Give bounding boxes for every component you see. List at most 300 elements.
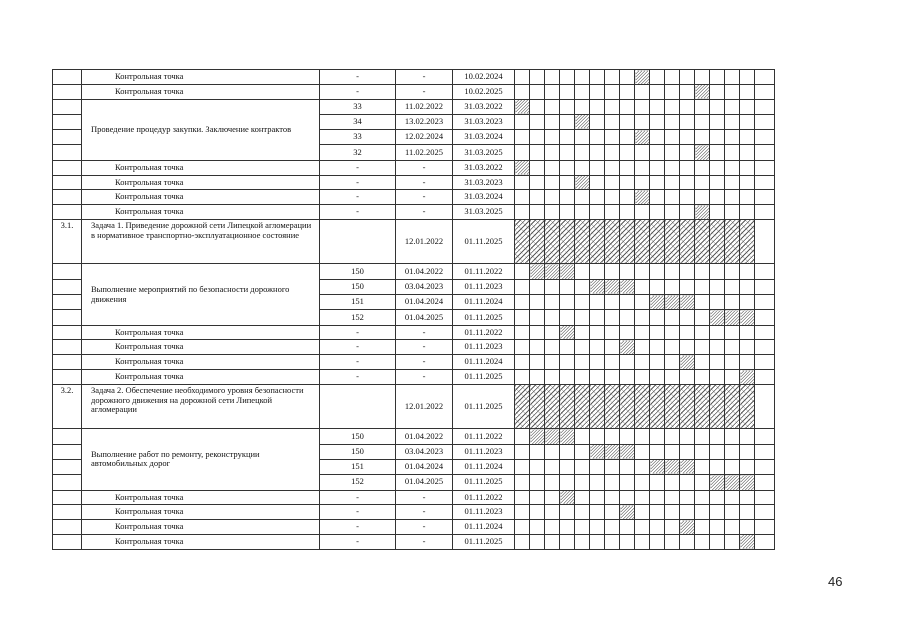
- gantt-cell-end: [755, 429, 775, 444]
- gantt-cell: [740, 114, 755, 129]
- gantt-cell: [590, 84, 605, 99]
- gantt-cell: [725, 84, 740, 99]
- gantt-cell-end: [755, 84, 775, 99]
- gantt-cell: [635, 295, 650, 310]
- gantt-cell: [665, 160, 680, 175]
- gantt-cell: [635, 160, 650, 175]
- gantt-cell: [545, 520, 560, 535]
- checkpoint-row: [53, 84, 775, 99]
- gantt-cell: [740, 459, 755, 474]
- gantt-cell: [725, 114, 740, 129]
- gantt-cell-end: [755, 114, 775, 129]
- gantt-cell: [545, 279, 560, 294]
- start-date-cell: 01.04.2025: [396, 475, 453, 490]
- gantt-cell-end: [755, 264, 775, 279]
- gantt-cell: [620, 459, 635, 474]
- gantt-cell: [575, 325, 590, 340]
- gantt-cell: [605, 310, 620, 325]
- row-number-cell: [53, 190, 82, 205]
- gantt-cell: [560, 295, 575, 310]
- gantt-cell: [635, 325, 650, 340]
- gantt-cell: [725, 160, 740, 175]
- gantt-cell-filled: [710, 219, 725, 264]
- gantt-cell: [620, 325, 635, 340]
- gantt-cell: [515, 459, 530, 474]
- task-row: [53, 384, 775, 429]
- gantt-cell: [650, 534, 665, 549]
- gantt-cell: [515, 130, 530, 145]
- gantt-cell: [650, 310, 665, 325]
- gantt-cell: [575, 70, 590, 85]
- gantt-cell: [530, 355, 545, 370]
- gantt-cell: [665, 355, 680, 370]
- gantt-cell: [590, 534, 605, 549]
- gantt-cell-end: [755, 70, 775, 85]
- gantt-cell-filled: [665, 384, 680, 429]
- gantt-cell: [725, 490, 740, 505]
- gantt-cell: [695, 490, 710, 505]
- gantt-cell: [590, 370, 605, 385]
- gantt-cell: [560, 310, 575, 325]
- row-number-cell: 3.1.: [53, 219, 82, 264]
- start-date-cell: -: [396, 490, 453, 505]
- gantt-cell: [695, 534, 710, 549]
- end-date-cell: 31.03.2025: [453, 145, 515, 160]
- gantt-cell: [665, 505, 680, 520]
- gantt-cell: [605, 160, 620, 175]
- checkpoint-row: [53, 325, 775, 340]
- gantt-cell: [665, 340, 680, 355]
- gantt-cell: [545, 444, 560, 459]
- gantt-cell: [515, 70, 530, 85]
- gantt-cell-end: [755, 505, 775, 520]
- gantt-cell: [560, 520, 575, 535]
- gantt-cell: [545, 130, 560, 145]
- gantt-cell: [680, 340, 695, 355]
- gantt-cell-filled: [680, 384, 695, 429]
- gantt-cell: [665, 534, 680, 549]
- volume-cell: -: [320, 205, 396, 220]
- gantt-cell: [515, 325, 530, 340]
- gantt-cell: [680, 444, 695, 459]
- volume-cell: 150: [320, 429, 396, 444]
- gantt-cell-filled: [740, 384, 755, 429]
- gantt-cell: [575, 145, 590, 160]
- gantt-cell: [665, 279, 680, 294]
- gantt-cell: [590, 70, 605, 85]
- gantt-cell: [725, 190, 740, 205]
- start-date-cell: 01.04.2022: [396, 429, 453, 444]
- row-number-cell: [53, 84, 82, 99]
- end-date-cell: 01.11.2022: [453, 264, 515, 279]
- start-date-cell: 12.02.2024: [396, 130, 453, 145]
- gantt-cell: [695, 279, 710, 294]
- volume-cell: -: [320, 160, 396, 175]
- gantt-cell: [665, 145, 680, 160]
- gantt-cell: [740, 325, 755, 340]
- gantt-cell: [710, 70, 725, 85]
- gantt-cell-filled: [650, 459, 665, 474]
- gantt-cell-filled: [695, 84, 710, 99]
- start-date-cell: -: [396, 160, 453, 175]
- gantt-cell-filled: [725, 475, 740, 490]
- gantt-cell: [710, 205, 725, 220]
- start-date-cell: -: [396, 325, 453, 340]
- gantt-cell: [560, 99, 575, 114]
- gantt-cell: [575, 130, 590, 145]
- gantt-cell-end: [755, 295, 775, 310]
- gantt-cell: [530, 325, 545, 340]
- gantt-cell-end: [755, 160, 775, 175]
- gantt-cell: [725, 99, 740, 114]
- gantt-cell: [590, 205, 605, 220]
- gantt-cell: [710, 190, 725, 205]
- gantt-cell: [575, 490, 590, 505]
- start-date-cell: -: [396, 520, 453, 535]
- gantt-cell: [695, 310, 710, 325]
- gantt-cell: [725, 295, 740, 310]
- gantt-cell: [725, 70, 740, 85]
- gantt-cell: [740, 264, 755, 279]
- volume-cell: -: [320, 534, 396, 549]
- gantt-cell: [740, 130, 755, 145]
- start-date-cell: 01.04.2022: [396, 264, 453, 279]
- start-date-cell: -: [396, 340, 453, 355]
- gantt-cell: [710, 444, 725, 459]
- start-date-cell: -: [396, 190, 453, 205]
- gantt-cell: [575, 475, 590, 490]
- volume-cell: [320, 219, 396, 264]
- row-number-cell: [53, 490, 82, 505]
- gantt-cell-end: [755, 444, 775, 459]
- gantt-cell: [695, 160, 710, 175]
- gantt-cell: [740, 340, 755, 355]
- task-name-cell: Контрольная точка: [82, 190, 320, 205]
- gantt-cell: [605, 340, 620, 355]
- gantt-cell: [680, 490, 695, 505]
- row-number-cell: [53, 130, 82, 145]
- gantt-cell: [590, 520, 605, 535]
- gantt-cell-filled: [545, 429, 560, 444]
- row-number-cell: [53, 459, 82, 474]
- gantt-cell: [620, 370, 635, 385]
- gantt-cell: [530, 279, 545, 294]
- gantt-cell: [725, 355, 740, 370]
- gantt-cell: [545, 490, 560, 505]
- gantt-cell: [725, 175, 740, 190]
- gantt-cell: [680, 279, 695, 294]
- end-date-cell: 31.03.2023: [453, 175, 515, 190]
- gantt-cell: [620, 70, 635, 85]
- gantt-cell: [635, 534, 650, 549]
- gantt-cell: [695, 459, 710, 474]
- gantt-cell: [560, 505, 575, 520]
- start-date-cell: 03.04.2023: [396, 279, 453, 294]
- gantt-cell: [620, 429, 635, 444]
- gantt-cell: [515, 340, 530, 355]
- volume-cell: 150: [320, 264, 396, 279]
- gantt-cell: [575, 444, 590, 459]
- gantt-cell-filled: [695, 145, 710, 160]
- gantt-cell: [695, 355, 710, 370]
- gantt-cell-filled: [515, 160, 530, 175]
- gantt-cell: [680, 145, 695, 160]
- end-date-cell: 01.11.2022: [453, 490, 515, 505]
- gantt-cell-end: [755, 384, 775, 429]
- task-name-cell: Контрольная точка: [82, 355, 320, 370]
- gantt-cell: [605, 370, 620, 385]
- gantt-cell: [665, 264, 680, 279]
- volume-cell: 33: [320, 99, 396, 114]
- task-name-cell: Проведение процедур закупки. Заключение контрактов: [82, 99, 320, 160]
- end-date-cell: 10.02.2025: [453, 84, 515, 99]
- volume-cell: [320, 384, 396, 429]
- gantt-cell: [635, 340, 650, 355]
- gantt-cell: [530, 490, 545, 505]
- gantt-cell: [650, 114, 665, 129]
- volume-cell: 152: [320, 310, 396, 325]
- row-number-cell: [53, 175, 82, 190]
- end-date-cell: 01.11.2025: [453, 370, 515, 385]
- gantt-cell: [695, 325, 710, 340]
- gantt-cell: [665, 475, 680, 490]
- gantt-cell: [650, 175, 665, 190]
- gantt-cell: [515, 145, 530, 160]
- gantt-cell: [575, 190, 590, 205]
- gantt-cell: [665, 114, 680, 129]
- gantt-cell-filled: [740, 370, 755, 385]
- gantt-cell-filled: [620, 444, 635, 459]
- gantt-cell: [545, 114, 560, 129]
- volume-cell: 152: [320, 475, 396, 490]
- gantt-cell: [560, 340, 575, 355]
- gantt-cell: [560, 459, 575, 474]
- gantt-cell: [530, 310, 545, 325]
- gantt-cell: [665, 490, 680, 505]
- gantt-cell: [530, 130, 545, 145]
- gantt-cell: [635, 310, 650, 325]
- gantt-cell-end: [755, 340, 775, 355]
- gantt-cell: [710, 355, 725, 370]
- gantt-cell: [725, 279, 740, 294]
- row-number-cell: [53, 70, 82, 85]
- task-name-cell: Контрольная точка: [82, 175, 320, 190]
- gantt-cell: [530, 114, 545, 129]
- gantt-cell: [590, 175, 605, 190]
- end-date-cell: 31.03.2023: [453, 114, 515, 129]
- gantt-cell: [530, 444, 545, 459]
- gantt-cell: [515, 444, 530, 459]
- gantt-cell: [590, 355, 605, 370]
- checkpoint-row: [53, 520, 775, 535]
- gantt-cell: [530, 295, 545, 310]
- gantt-cell: [530, 175, 545, 190]
- gantt-cell-filled: [680, 355, 695, 370]
- gantt-cell: [680, 310, 695, 325]
- gantt-cell: [515, 175, 530, 190]
- end-date-cell: 01.11.2024: [453, 520, 515, 535]
- gantt-cell: [515, 279, 530, 294]
- gantt-cell: [530, 160, 545, 175]
- gantt-cell: [605, 190, 620, 205]
- gantt-cell: [515, 520, 530, 535]
- gantt-cell-filled: [620, 340, 635, 355]
- gantt-cell: [695, 444, 710, 459]
- gantt-cell: [650, 160, 665, 175]
- gantt-cell: [515, 295, 530, 310]
- row-number-cell: [53, 340, 82, 355]
- checkpoint-row: [53, 340, 775, 355]
- gantt-cell: [560, 444, 575, 459]
- gantt-cell: [620, 295, 635, 310]
- gantt-cell: [515, 114, 530, 129]
- subtask-row: [53, 264, 775, 279]
- gantt-cell: [560, 175, 575, 190]
- gantt-cell: [695, 130, 710, 145]
- row-number-cell: [53, 205, 82, 220]
- row-number-cell: [53, 370, 82, 385]
- gantt-cell-filled: [710, 475, 725, 490]
- gantt-cell: [545, 310, 560, 325]
- gantt-cell-filled: [530, 429, 545, 444]
- row-number-cell: [53, 295, 82, 310]
- gantt-cell-end: [755, 145, 775, 160]
- gantt-cell: [650, 145, 665, 160]
- end-date-cell: 31.03.2025: [453, 205, 515, 220]
- gantt-cell: [650, 490, 665, 505]
- gantt-cell-filled: [620, 219, 635, 264]
- gantt-cell: [710, 534, 725, 549]
- gantt-cell: [515, 190, 530, 205]
- gantt-cell: [605, 325, 620, 340]
- gantt-cell: [590, 264, 605, 279]
- gantt-cell: [605, 534, 620, 549]
- end-date-cell: 01.11.2025: [453, 384, 515, 429]
- gantt-cell: [605, 520, 620, 535]
- gantt-cell: [530, 475, 545, 490]
- checkpoint-row: [53, 205, 775, 220]
- end-date-cell: 01.11.2025: [453, 534, 515, 549]
- volume-cell: -: [320, 175, 396, 190]
- gantt-cell: [680, 160, 695, 175]
- gantt-cell: [545, 84, 560, 99]
- gantt-cell: [620, 160, 635, 175]
- gantt-cell: [605, 175, 620, 190]
- gantt-cell: [695, 114, 710, 129]
- gantt-cell: [710, 459, 725, 474]
- gantt-cell: [725, 264, 740, 279]
- gantt-cell: [710, 295, 725, 310]
- gantt-cell: [545, 370, 560, 385]
- row-number-cell: [53, 279, 82, 294]
- gantt-cell: [725, 444, 740, 459]
- gantt-cell: [740, 429, 755, 444]
- gantt-cell: [635, 145, 650, 160]
- gantt-cell-filled: [740, 534, 755, 549]
- gantt-cell: [530, 505, 545, 520]
- gantt-cell: [740, 505, 755, 520]
- gantt-cell: [650, 279, 665, 294]
- gantt-cell: [560, 370, 575, 385]
- gantt-cell: [530, 70, 545, 85]
- gantt-cell-filled: [620, 505, 635, 520]
- volume-cell: -: [320, 505, 396, 520]
- start-date-cell: 11.02.2022: [396, 99, 453, 114]
- gantt-cell-filled: [710, 384, 725, 429]
- gantt-cell: [635, 84, 650, 99]
- gantt-cell: [740, 205, 755, 220]
- checkpoint-row: [53, 175, 775, 190]
- gantt-cell-filled: [560, 384, 575, 429]
- gantt-cell-filled: [635, 219, 650, 264]
- gantt-cell: [590, 145, 605, 160]
- gantt-cell-end: [755, 205, 775, 220]
- gantt-cell-filled: [575, 114, 590, 129]
- volume-cell: 150: [320, 444, 396, 459]
- gantt-cell: [665, 370, 680, 385]
- gantt-cell-filled: [635, 384, 650, 429]
- gantt-cell: [635, 490, 650, 505]
- gantt-cell: [575, 205, 590, 220]
- gantt-cell: [515, 490, 530, 505]
- gantt-cell: [605, 205, 620, 220]
- gantt-cell-filled: [635, 190, 650, 205]
- gantt-cell-filled: [605, 279, 620, 294]
- gantt-cell: [710, 160, 725, 175]
- volume-cell: 34: [320, 114, 396, 129]
- gantt-cell: [665, 205, 680, 220]
- gantt-cell-end: [755, 325, 775, 340]
- gantt-cell: [680, 505, 695, 520]
- gantt-cell-filled: [560, 490, 575, 505]
- row-number-cell: [53, 475, 82, 490]
- gantt-cell: [605, 459, 620, 474]
- gantt-cell: [530, 370, 545, 385]
- gantt-cell: [695, 175, 710, 190]
- gantt-cell: [725, 205, 740, 220]
- gantt-cell-filled: [680, 219, 695, 264]
- task-name-cell: Контрольная точка: [82, 370, 320, 385]
- gantt-cell: [725, 534, 740, 549]
- gantt-cell: [545, 459, 560, 474]
- task-name-cell: Контрольная точка: [82, 520, 320, 535]
- gantt-cell: [515, 534, 530, 549]
- gantt-cell: [635, 475, 650, 490]
- gantt-cell: [695, 429, 710, 444]
- row-number-cell: [53, 99, 82, 114]
- gantt-cell: [665, 520, 680, 535]
- gantt-cell: [725, 429, 740, 444]
- task-name-cell: Выполнение работ по ремонту, реконструкции автомобильных дорог: [82, 429, 320, 490]
- gantt-cell-filled: [710, 310, 725, 325]
- gantt-cell: [605, 70, 620, 85]
- gantt-cell: [725, 520, 740, 535]
- gantt-cell: [680, 84, 695, 99]
- gantt-cell-filled: [530, 384, 545, 429]
- gantt-cell: [710, 325, 725, 340]
- gantt-cell: [740, 160, 755, 175]
- gantt-cell-end: [755, 130, 775, 145]
- start-date-cell: 01.04.2024: [396, 295, 453, 310]
- gantt-cell: [695, 295, 710, 310]
- gantt-cell: [605, 490, 620, 505]
- gantt-cell: [605, 475, 620, 490]
- gantt-cell: [620, 145, 635, 160]
- gantt-cell: [665, 99, 680, 114]
- end-date-cell: 01.11.2022: [453, 325, 515, 340]
- gantt-cell: [575, 160, 590, 175]
- start-date-cell: 01.04.2025: [396, 310, 453, 325]
